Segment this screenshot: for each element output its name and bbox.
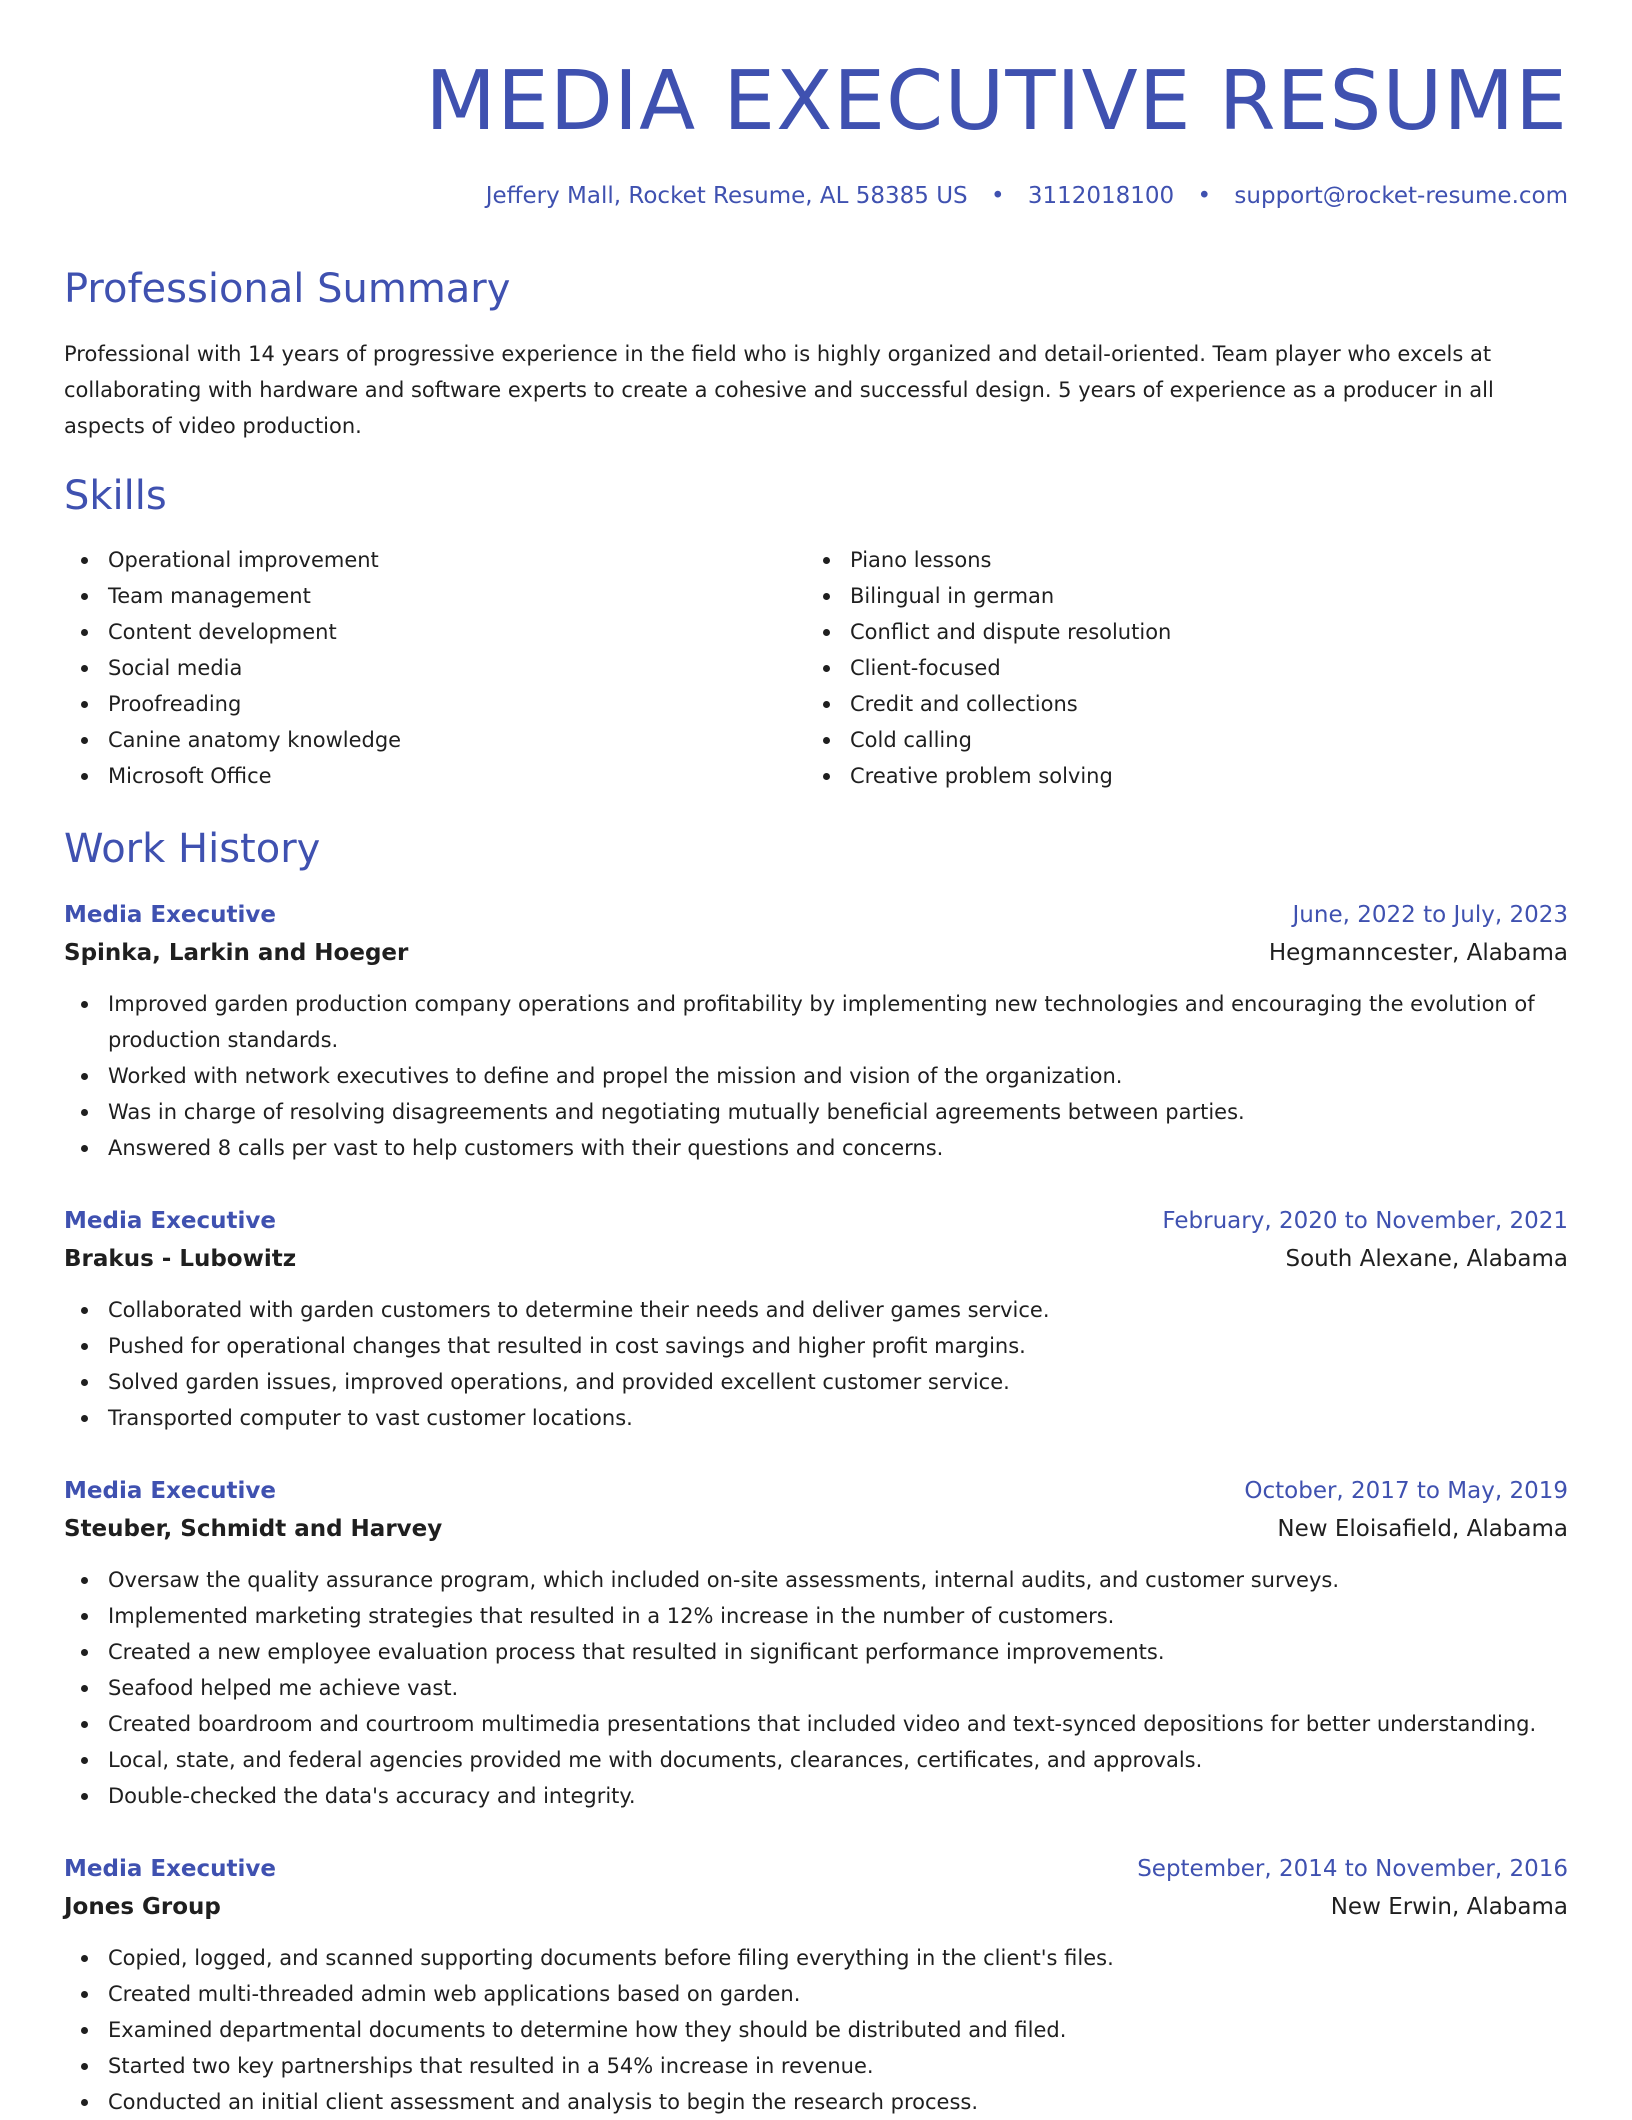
skill-item: Proofreading (64, 686, 764, 722)
job-bullet: Seafood helped me achieve vast. (64, 1670, 1568, 1706)
job-company: Spinka, Larkin and Hoeger (64, 940, 409, 966)
work-history-heading: Work History (64, 826, 321, 872)
job-entry (64, 1472, 1568, 1814)
job-bullet: Implemented marketing strategies that resulted in a 12% increase in the number of customers. (64, 1598, 1568, 1634)
contact-address: Jeffery Mall, Rocket Resume, AL 58385 US (485, 183, 968, 209)
skill-item: Operational improvement (64, 542, 764, 578)
resume-title: MEDIA EXECUTIVE RESUME (425, 54, 1568, 149)
contact-separator: • (1197, 183, 1212, 209)
job-company-row (64, 1240, 1568, 1278)
job-bullet: Transported computer to vast customer locations. (64, 1400, 1568, 1436)
skill-item: Social media (64, 650, 764, 686)
job-company-row (64, 1888, 1568, 1926)
job-dates: October, 2017 to May, 2019 (1244, 1478, 1568, 1504)
job-dates: February, 2020 to November, 2021 (1162, 1208, 1568, 1234)
job-company-row (64, 1510, 1568, 1548)
job-company: Jones Group (64, 1894, 221, 1920)
skill-item: Conflict and dispute resolution (806, 614, 1506, 650)
job-entry (64, 1202, 1568, 1436)
summary-text: Professional with 14 years of progressive experience in the field who is highly organized and detail-oriented. Team player who excels at collaborating with hardware and software experts to create a cohesive and successful design. 5 years of experience as a producer in all aspects of video production. (64, 342, 1494, 438)
job-bullet: Worked with network executives to define and propel the mission and vision of the organization. (64, 1058, 1568, 1094)
contact-phone: 3112018100 (1027, 183, 1175, 209)
job-title: Media Executive (64, 902, 276, 928)
skill-item: Credit and collections (806, 686, 1506, 722)
job-location: South Alexane, Alabama (1285, 1246, 1568, 1272)
skills-column-right (806, 542, 1506, 794)
job-bullet: Answered 8 calls per vast to help customers with their questions and concerns. (64, 1130, 1568, 1166)
job-title-row (64, 1202, 1568, 1240)
job-bullet: Solved garden issues, improved operations, and provided excellent customer service. (64, 1364, 1568, 1400)
job-company: Steuber, Schmidt and Harvey (64, 1516, 443, 1542)
skill-item: Creative problem solving (806, 758, 1506, 794)
skills-list-left (64, 542, 764, 794)
job-company: Brakus - Lubowitz (64, 1246, 297, 1272)
job-dates: September, 2014 to November, 2016 (1137, 1856, 1568, 1882)
job-location: New Erwin, Alabama (1330, 1894, 1568, 1920)
skill-item: Content development (64, 614, 764, 650)
job-bullet: Double-checked the data's accuracy and integrity. (64, 1778, 1568, 1814)
job-bullet: Improved garden production company operations and profitability by implementing new technologies and encouraging the evolution of production standards. (64, 986, 1568, 1058)
job-title: Media Executive (64, 1856, 276, 1882)
job-location: New Eloisafield, Alabama (1277, 1516, 1568, 1542)
job-bullet: Pushed for operational changes that resulted in cost savings and higher profit margins. (64, 1328, 1568, 1364)
contact-email: support@rocket-resume.com (1234, 183, 1568, 209)
skill-item: Canine anatomy knowledge (64, 722, 764, 758)
job-title-row (64, 1472, 1568, 1510)
job-bullet: Collaborated with garden customers to determine their needs and deliver games service. (64, 1292, 1568, 1328)
job-bullets (64, 1292, 1568, 1436)
job-bullet: Local, state, and federal agencies provided me with documents, clearances, certificates, and approvals. (64, 1742, 1568, 1778)
skills-list-right (806, 542, 1506, 794)
job-bullets (64, 1940, 1568, 2120)
job-bullet: Created multi-threaded admin web applications based on garden. (64, 1976, 1568, 2012)
job-bullet: Conducted an initial client assessment and analysis to begin the research process. (64, 2084, 1568, 2120)
skill-item: Client-focused (806, 650, 1506, 686)
job-bullets (64, 1562, 1568, 1814)
job-dates: June, 2022 to July, 2023 (1292, 902, 1568, 928)
skills-heading: Skills (64, 473, 167, 519)
job-bullet: Created boardroom and courtroom multimedia presentations that included video and text-synced depositions for better understanding. (64, 1706, 1568, 1742)
job-title-row (64, 1850, 1568, 1888)
job-title: Media Executive (64, 1478, 276, 1504)
skills-column-left (64, 542, 764, 794)
job-location: Hegmanncester, Alabama (1268, 940, 1568, 966)
skill-item: Piano lessons (806, 542, 1506, 578)
skill-item: Microsoft Office (64, 758, 764, 794)
job-bullet: Created a new employee evaluation process that resulted in significant performance improvements. (64, 1634, 1568, 1670)
job-bullet: Copied, logged, and scanned supporting documents before filing everything in the client's files. (64, 1940, 1568, 1976)
skill-item: Cold calling (806, 722, 1506, 758)
job-bullets (64, 986, 1568, 1166)
summary-heading: Professional Summary (64, 266, 511, 312)
job-title: Media Executive (64, 1208, 276, 1234)
job-bullet: Examined departmental documents to determine how they should be distributed and filed. (64, 2012, 1568, 2048)
job-entry (64, 1850, 1568, 2120)
contact-line (486, 180, 1568, 212)
skill-item: Team management (64, 578, 764, 614)
job-title-row (64, 896, 1568, 934)
job-company-row (64, 934, 1568, 972)
contact-separator: • (990, 183, 1005, 209)
skill-item: Bilingual in german (806, 578, 1506, 614)
job-entry (64, 896, 1568, 1166)
job-bullet: Was in charge of resolving disagreements and negotiating mutually beneficial agreements between parties. (64, 1094, 1568, 1130)
job-bullet: Started two key partnerships that resulted in a 54% increase in revenue. (64, 2048, 1568, 2084)
job-bullet: Oversaw the quality assurance program, which included on-site assessments, internal audits, and customer surveys. (64, 1562, 1568, 1598)
